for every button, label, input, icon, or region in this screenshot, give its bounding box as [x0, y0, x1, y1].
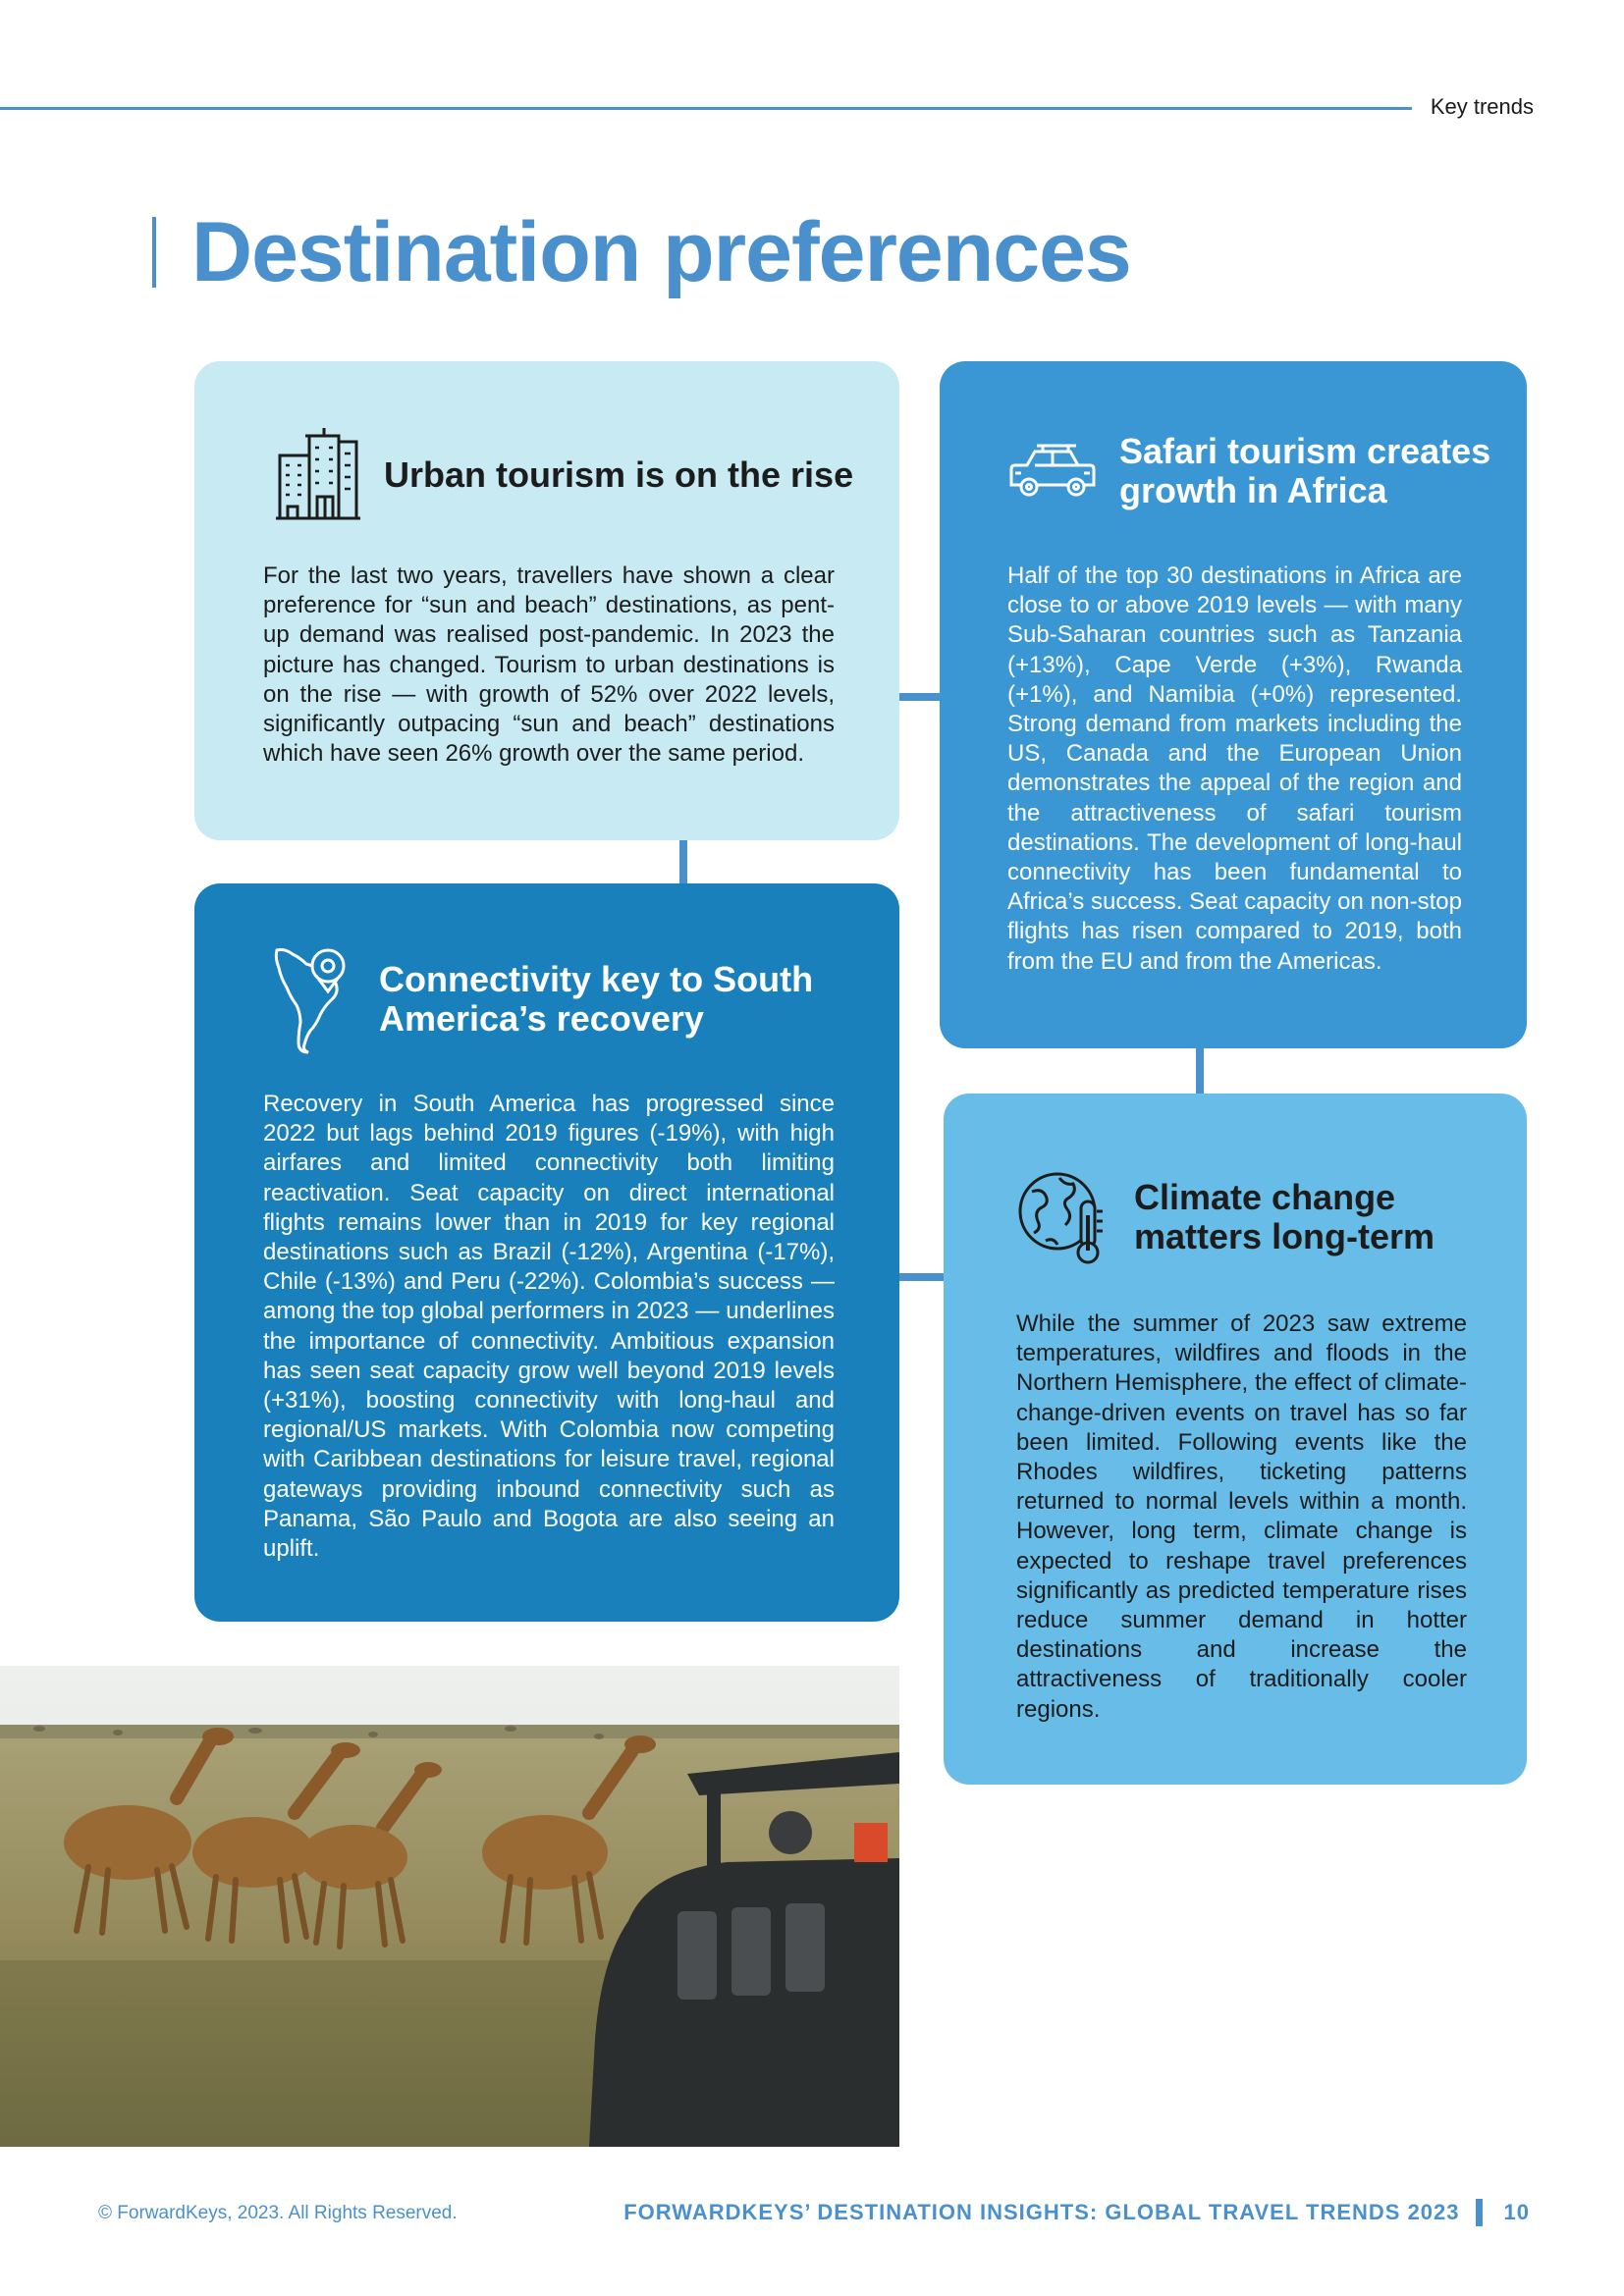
- south-america-card: [194, 883, 899, 1622]
- footer-copyright: © ForwardKeys, 2023. All Rights Reserved.: [98, 2203, 458, 2223]
- globe-thermometer-icon: [1016, 1168, 1110, 1266]
- card-text: Half of the top 30 destinations in Africa are close to or above 2019 levels — with many Sub-Saharan countries such as Tanzania (+13%), Cape Verde (+3%), Rwanda (+1%), and Namibia (+0%) represented. Strong demand from markets including the US, Canada and the European Union demonstrates the appeal of the region and the attractiveness of safari tourism destinations. The development of long-haul connectivity has been fundamental to Africa’s success. Seat capacity on non-stop flights has risen compared to 2019, both from the EU and from the Americas.: [1007, 562, 1462, 975]
- urban-tourism-card: [194, 361, 899, 840]
- footer-publication-title: FORWARDKEYS’ DESTINATION INSIGHTS: GLOBAL TRAVEL TRENDS 2023: [623, 2200, 1460, 2224]
- card-header: [940, 432, 1527, 509]
- header-rule: [0, 107, 1412, 110]
- city-buildings-icon: [276, 428, 360, 522]
- section-label: Key trends: [1430, 94, 1534, 119]
- south-america-map-pin-icon: [271, 944, 355, 1054]
- footer-publication: [623, 2199, 1530, 2226]
- card-header: [194, 428, 899, 522]
- page-title: Destination preferences: [191, 205, 1131, 299]
- safari-jeep-icon: [1007, 442, 1098, 501]
- card-text: For the last two years, travellers have shown a clear preference for “sun and beach” destinations, as pent-up demand was realised post-pandemic. In 2023 the picture has changed. Tourism to urban destinations is on the rise — with growth of 52% over 2022 levels, significantly outpacing “sun and beach” destinations which have seen 26% growth over the same period.: [263, 562, 835, 768]
- connector-urban-south: [679, 840, 687, 883]
- connector-south-climate: [899, 1273, 944, 1281]
- card-header: [944, 1168, 1527, 1266]
- title-accent-bar: [152, 217, 156, 288]
- page-number: 10: [1503, 2200, 1530, 2224]
- safari-tourism-card: [940, 361, 1527, 1048]
- card-title: Safari tourism creates growth in Africa: [1119, 431, 1491, 510]
- card-title: Connectivity key to South America’s recovery: [379, 959, 814, 1039]
- card-text: Recovery in South America has progressed since 2022 but lags behind 2019 figures (-19%), with high airfares and limited connectivity both limiting reactivation. Seat capacity on direct international flights remains lower than in 2019 for key regional destinations such as Brazil (-12%), Argentina (-17%), Chile (-13%) and Peru (-22%). Colombia’s success — among the top global performers in 2023 — underlines the importance of connectivity. Ambitious expansion has seen seat capacity grow well beyond 2019 levels (+31%), boosting connectivity with long-haul and regional/US markets. With Colombia now competing with Caribbean destinations for leisure travel, regional gateways providing inbound connectivity such as Panama, São Paulo and Bogota are also seeing an uplift.: [263, 1091, 835, 1563]
- climate-change-card: [944, 1094, 1527, 1785]
- card-header: [194, 944, 899, 1054]
- connector-urban-safari: [899, 693, 940, 701]
- card-text: While the summer of 2023 saw extreme temperatures, wildfires and floods in the Northern Hemisphere, the effect of climate-change-driven events on travel has so far been limited. Following events like the Rhodes wildfires, ticketing patterns returned to normal levels within a month. However, long term, climate change is expected to reshape travel preferences significantly as predicted temperature rises reduce summer demand in hotter destinations and increase the attractiveness of traditionally cooler regions.: [1016, 1310, 1467, 1723]
- giraffes-safari-photo: [0, 1666, 899, 2147]
- card-title: Climate change matters long-term: [1134, 1177, 1435, 1256]
- card-title: Urban tourism is on the rise: [384, 454, 854, 496]
- connector-safari-climate: [1196, 1048, 1204, 1094]
- footer-divider: [1476, 2199, 1483, 2226]
